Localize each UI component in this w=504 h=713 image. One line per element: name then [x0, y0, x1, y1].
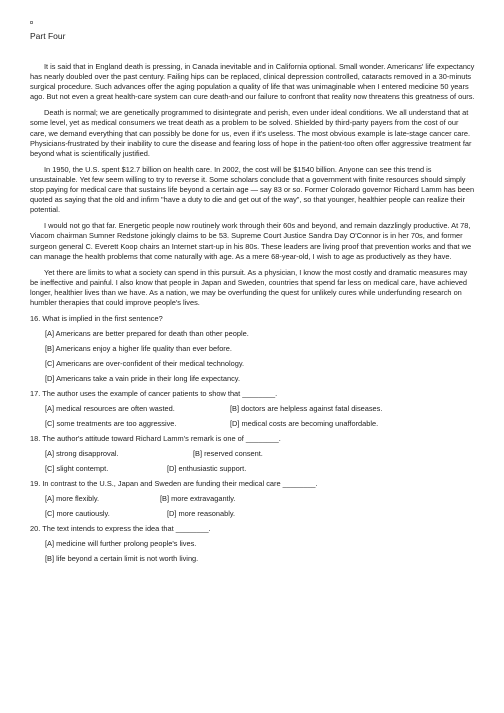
option-b: [B] life beyond a certain limit is not worth living. [45, 554, 199, 564]
page-marker-icon [30, 21, 33, 24]
option-d: [D] Americans take a vain pride in their long life expectancy. [45, 374, 240, 384]
option-d: [D] medical costs are becoming unaffordable. [230, 419, 379, 429]
question-options [45, 494, 476, 519]
option-row [45, 494, 476, 504]
option-c: [C] Americans are over-confident of their medical technology. [45, 359, 245, 369]
option-b: [B] reserved consent. [193, 449, 263, 459]
question-stem: 20. The text intends to express the idea that ________. [30, 524, 211, 534]
option-b: [B] doctors are helpless against fatal diseases. [230, 404, 383, 414]
option-a: [A] strong disapproval. [45, 449, 119, 459]
option-a: [A] Americans are better prepared for death than other people. [45, 329, 249, 339]
question-stem: 17. The author uses the example of cancer patients to show that ________. [30, 389, 278, 399]
part-title: Part Four [30, 31, 66, 41]
option-a: [A] medical resources are often wasted. [45, 404, 175, 414]
question-stem: 16. What is implied in the first sentence? [30, 314, 163, 324]
option-row [45, 464, 476, 474]
option-row [45, 404, 476, 414]
option-b: [B] Americans enjoy a higher life quality than ever before. [45, 344, 232, 354]
option-d: [D] more reasonably. [167, 509, 236, 519]
passage-paragraph-1: It is said that in England death is pressing, in Canada inevitable and in California optional. Small wonder. Americans' life expectancy has nearly doubled over the past century. Failing hips can be replaced, clinical depression controlled, cataracts removed in a 30-minuts surgical procedure. Such advances offer the aging population a quality of life that was unimaginable when I entered medicine 50 years ago. But not even a great health-care system can cure death-and our failure to confront that reality now threatens this greatness of ours. [30, 62, 475, 102]
option-a: [A] more flexibly. [45, 494, 100, 504]
document-content [30, 62, 476, 569]
option-c: [C] slight contempt. [45, 464, 109, 474]
option-a: [A] medicine will further prolong people's lives. [45, 539, 197, 549]
option-c: [C] more cautiously. [45, 509, 110, 519]
option-b: [B] more extravagantly. [160, 494, 236, 504]
question-options [45, 449, 476, 474]
question-17 [30, 389, 476, 429]
question-16 [30, 314, 476, 384]
option-row [45, 419, 476, 429]
passage-paragraph-4: I would not go that far. Energetic people now routinely work through their 60s and beyond, and remain dazzlingly productive. At 78, Viacom chairman Sumner Redstone jokingly claims to be 53. Supreme Court Justice Sandra Day O'Connor is in her 70s, and former surgeon general C. Everett Koop chairs an Internet start-up in his 80s. These leaders are living proof that prevention works and that we can manage the health problems that come naturally with age. As a mere 68-year-old, I wish to age as productively as they have. [30, 221, 472, 261]
question-stem: 18. The author's attitude toward Richard Lamm's remark is one of ________. [30, 434, 281, 444]
option-row [45, 509, 476, 519]
option-row [45, 449, 476, 459]
question-stem: 19. In contrast to the U.S., Japan and Sweden are funding their medical care ________. [30, 479, 318, 489]
question-18 [30, 434, 476, 474]
question-options [45, 539, 476, 564]
option-d: [D] enthusiastic support. [167, 464, 247, 474]
question-20 [30, 524, 476, 564]
question-options [45, 404, 476, 429]
passage-paragraph-2: Death is normal; we are genetically programmed to disintegrate and perish, even under ideal conditions. We all understand that at some level, yet as medical consumers we treat death as a problem to be solved. Shielded by third-party payers from the cost of our care, we demand everything that can possibly be done for us, even if it's useless. The most obvious example is late-stage cancer care. Physicians-frustrated by their inability to cure the disease and fearing loss of hope in the patient-too often offer aggressive treatment far beyond what is scientifically justified. [30, 108, 472, 158]
option-c: [C] some treatments are too aggressive. [45, 419, 177, 429]
question-19 [30, 479, 476, 519]
passage-paragraph-5: Yet there are limits to what a society can spend in this pursuit. As a physician, I know the most costly and dramatic measures may be ineffective and painful. I also know that people in Japan and Sweden, countries that spend far less on medical care, have achieved longer, healthier lives than we have. As a nation, we may be overfunding the quest for unlikely cures while underfunding research on humbler therapies that could improve people's lives. [30, 267, 468, 307]
question-options [45, 329, 476, 384]
passage-paragraph-3: In 1950, the U.S. spent $12.7 billion on health care. In 2002, the cost will be $1540 billion. Anyone can see this trend is unsustainable. Yet few seem willing to try to reverse it. Some scholars conclude that a government with finite resources should simply stop paying for medical care that sustains life beyond a certain age — say 83 or so. Former Colorado governor Richard Lamm has been quoted as saying that the old and infirm "have a duty to die and get out of the way", so that younger, healthier people can realize their potential. [30, 164, 475, 215]
